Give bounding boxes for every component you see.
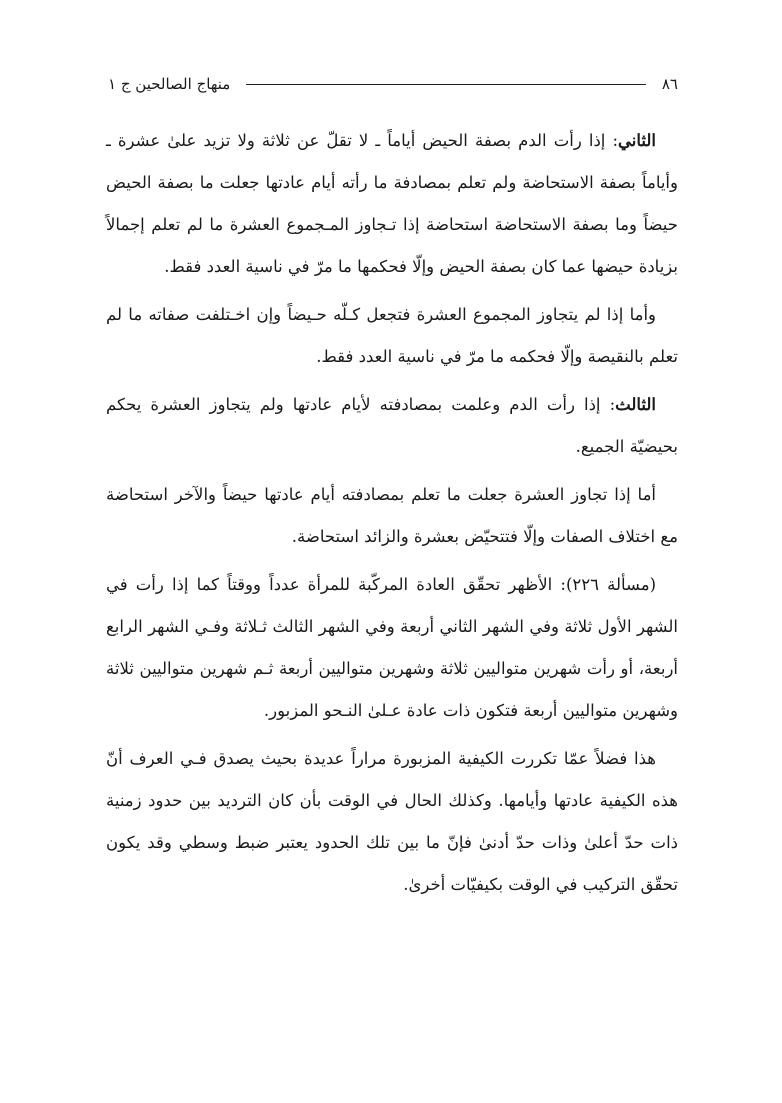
body-text (106, 120, 678, 912)
paragraph-lead: الثاني (618, 131, 656, 150)
paragraph-text: : إذا رأت الدم بصفة الحيض أياماً ـ لا تقلّ عن ثلاثة ولا تزيد علىٰ عشرة ـ وأياماً بصفة الاستحاضة ولم تعلم بمصادفة ما رأته أيام عادتها جعلت ما بصفة الحيض حيضاً وما بصفة الاستحاضة استحاضة إذا تـجاوز المـجموع العشرة ما لم تعلم إجمالاً بزيادة حيضها عما كان بصفة الحيض وإلّا فحكمها ما مرّ في ناسية العدد فقط. (106, 131, 678, 276)
paragraph-text: أما إذا تجاوز العشرة جعلت ما تعلم بمصادفته أيام عادتها حيضاً والآخر استحاضة مع اختلاف الصفات وإلّا فتتحيّض بعشرة والزائد استحاضة. (106, 485, 678, 546)
paragraph-issue-226 (106, 564, 678, 732)
paragraph-text: وأما إذا لم يتجاوز المجموع العشرة فتجعل كـلّه حـيضاً وإن اخـتلفت صفاته ما لم تعلم بالنقيصة وإلّا فحكمه ما مرّ في ناسية العدد فقط. (106, 305, 678, 366)
paragraph-second-case (106, 120, 678, 288)
paragraph-text: (مسألة ٢٢٦): الأظهر تحقّق العادة المركّبة للمرأة عدداً ووقتاً كما إذا رأت في الشهر الأول ثلاثة وفي الشهر الثاني أربعة وفي الشهر الثالث ثـلاثة وفـي الشهر الرابع أربعة، أو رأت شهرين متواليين ثلاثة وشهرين متواليين أربعة ثـم شهرين متواليين ثلاثة وشهرين متواليين أربعة فتكون ذات عادة عـلىٰ النـحو المزبور. (106, 575, 678, 720)
paragraph-text: هذا فضلاً عمّا تكررت الكيفية المزبورة مراراً عديدة بحيث يصدق فـي العرف أنّ هذه الكيفية عادتها وأيامها. وكذلك الحال في الوقت بأن كان الترديد بين حدود زمنية ذات حدّ أعلىٰ وذات حدّ أدنىٰ فإنّ ما بين تلك الحدود يعتبر ضبط وسطي وقد يكون تحقّق التركيب في الوقت بكيفيّات أخرىٰ. (106, 749, 678, 894)
paragraph-third-case (106, 384, 678, 468)
paragraph-second-case-continued (106, 294, 678, 378)
page-number: ٨٦ (661, 75, 678, 93)
paragraph-lead: الثالث (615, 395, 656, 414)
paragraph-text: : إذا رأت الدم وعلمت بمصادفته لأيام عادتها ولم يتجاوز العشرة يحكم بحيضيّة الجميع. (106, 395, 678, 456)
header-rule (246, 84, 646, 85)
paragraph-issue-226-continued (106, 738, 678, 906)
running-header (108, 72, 678, 96)
paragraph-third-case-continued (106, 474, 678, 558)
book-title: منهاج الصالحين ج ١ (108, 75, 231, 93)
